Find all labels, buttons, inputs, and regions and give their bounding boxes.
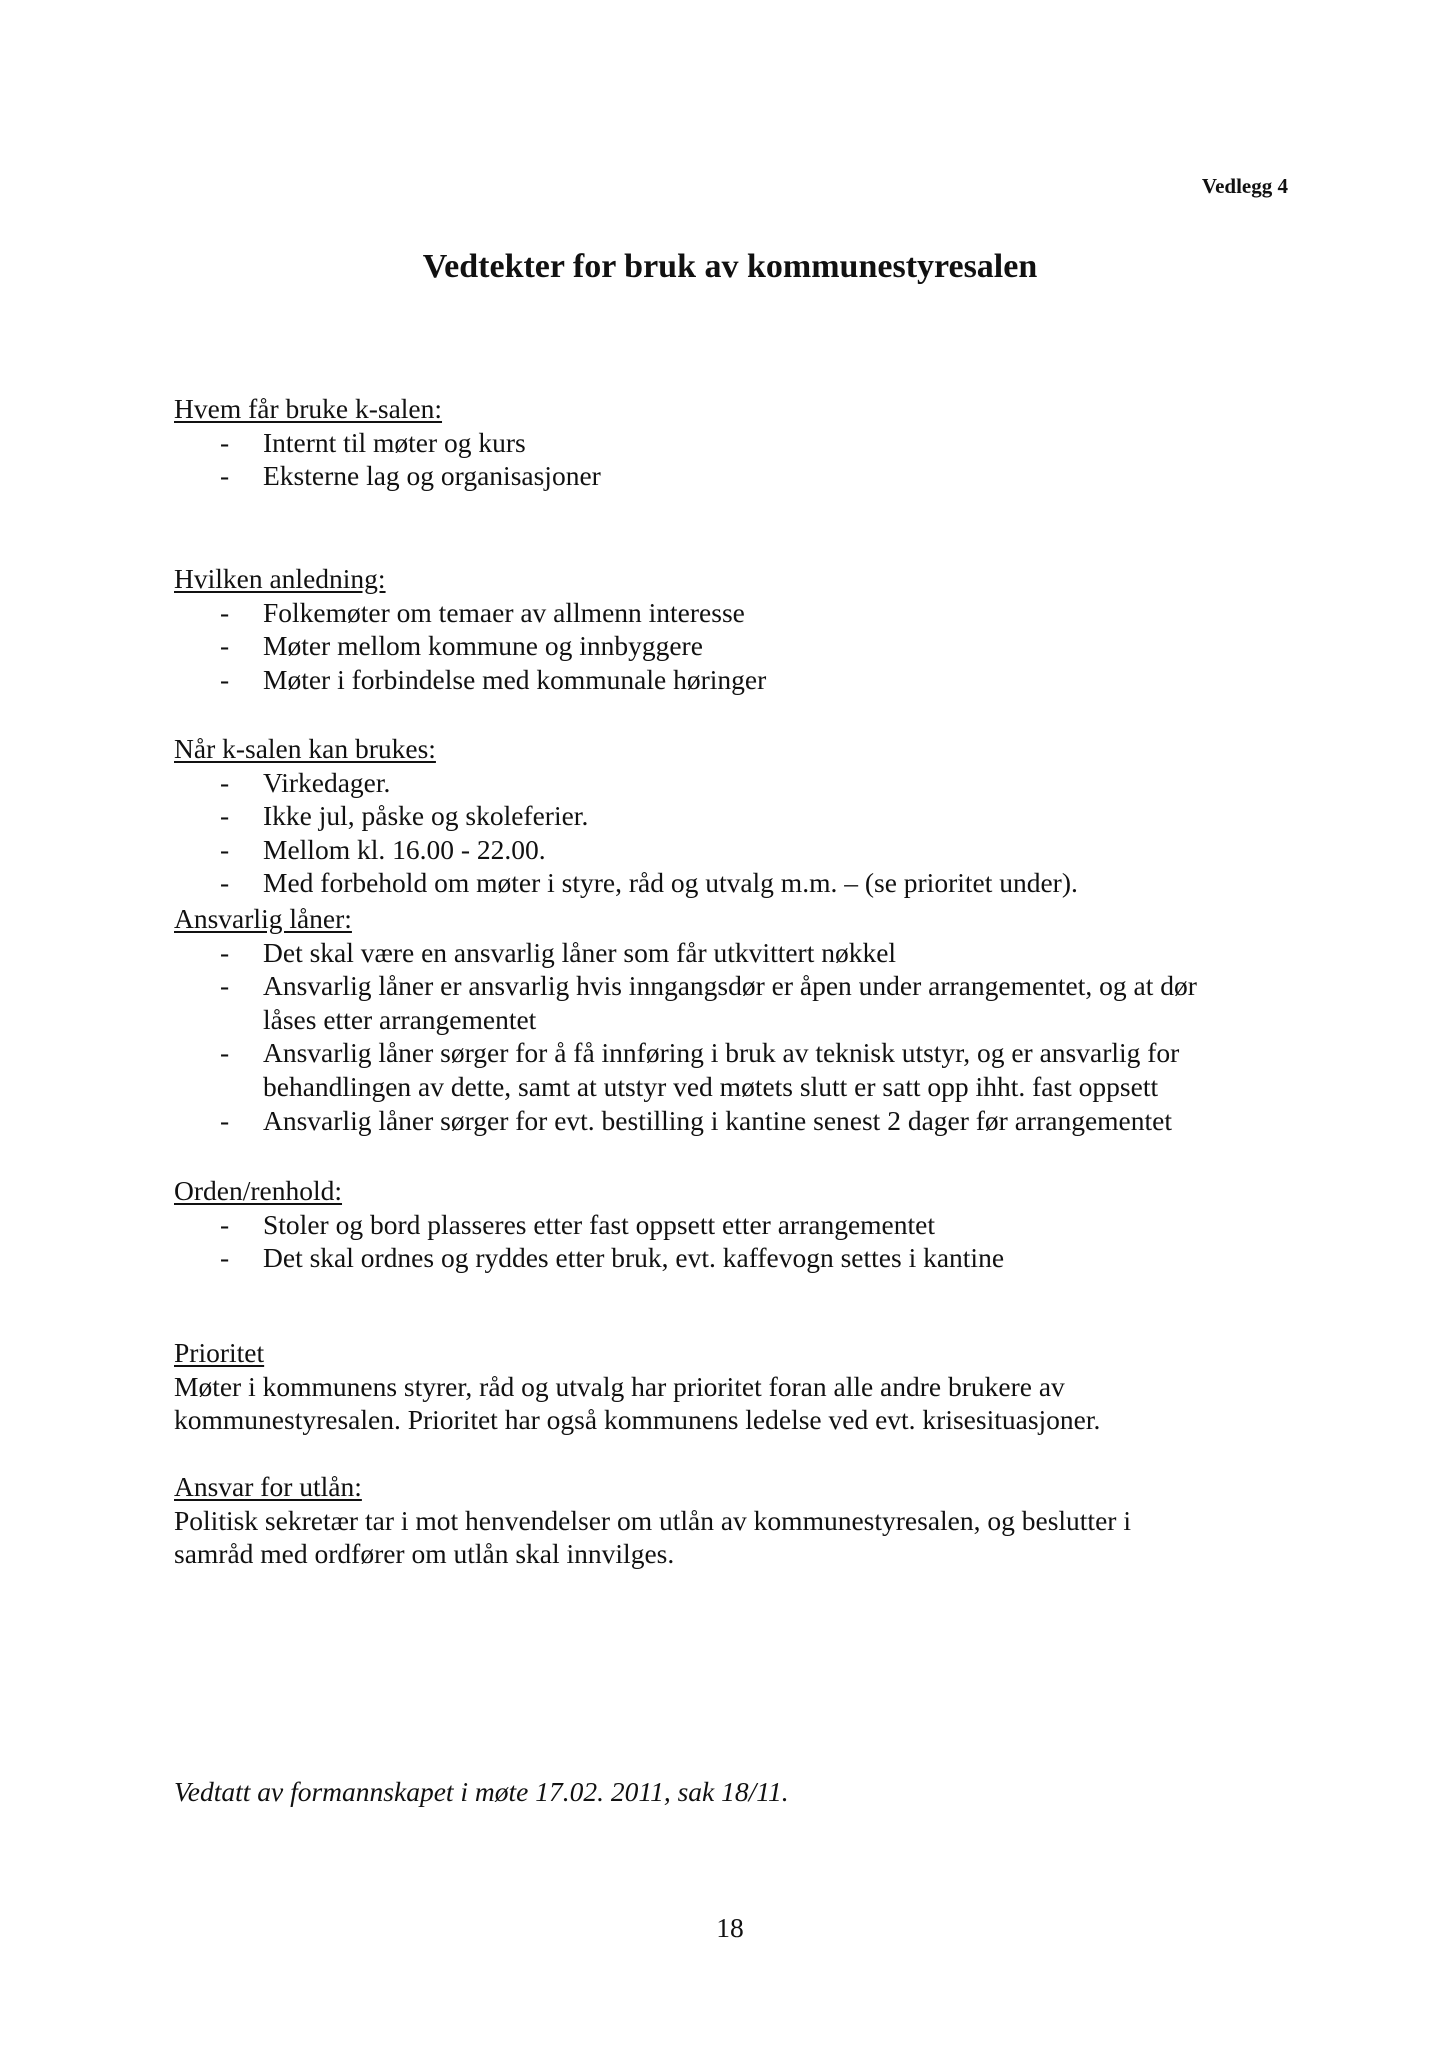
bullet-list bbox=[174, 766, 1314, 900]
list-item bbox=[174, 459, 1314, 493]
list-item-text: Internt til møter og kurs bbox=[263, 426, 526, 458]
dash-bullet-icon: - bbox=[220, 766, 230, 798]
list-item-text: Møter mellom kommune og innbyggere bbox=[263, 630, 703, 662]
dash-bullet-icon: - bbox=[220, 663, 230, 695]
dash-bullet-icon: - bbox=[220, 936, 230, 968]
dash-bullet-icon: - bbox=[220, 867, 230, 899]
list-item bbox=[174, 596, 1314, 630]
list-item bbox=[174, 629, 1314, 663]
list-item-text: låses etter arrangementet bbox=[263, 1003, 537, 1035]
paragraph-line: samråd med ordfører om utlån skal innvilges. bbox=[174, 1538, 675, 1570]
list-item-text: Folkemøter om temaer av allmenn interesse bbox=[263, 596, 745, 628]
list-item bbox=[174, 766, 1314, 800]
dash-bullet-icon: - bbox=[220, 596, 230, 628]
paragraph-line: Politisk sekretær tar i mot henvendelser om utlån av kommunestyresalen, og beslutter i bbox=[174, 1504, 1131, 1536]
dash-bullet-icon: - bbox=[220, 833, 230, 865]
list-item bbox=[174, 1104, 1314, 1138]
section-heading: Når k-salen kan brukes: bbox=[174, 733, 436, 764]
list-item bbox=[174, 663, 1314, 697]
list-item bbox=[174, 1036, 1314, 1103]
list-item bbox=[174, 1208, 1314, 1242]
list-item-text: behandlingen av dette, samt at utstyr ved møtets slutt er satt opp ihht. fast oppsett bbox=[263, 1070, 1159, 1102]
dash-bullet-icon: - bbox=[220, 1037, 230, 1069]
dash-bullet-icon: - bbox=[220, 1104, 230, 1136]
list-item-text: Ansvarlig låner sørger for evt. bestilling i kantine senest 2 dager før arrangementet bbox=[263, 1104, 1172, 1136]
list-item-text: Møter i forbindelse med kommunale høringer bbox=[263, 663, 767, 695]
list-item bbox=[174, 866, 1314, 900]
list-item bbox=[174, 936, 1314, 970]
list-item bbox=[174, 426, 1314, 460]
bullet-list bbox=[174, 426, 1314, 493]
section bbox=[174, 392, 1314, 493]
section-ansvar bbox=[174, 1470, 1314, 1571]
dash-bullet-icon: - bbox=[220, 426, 230, 458]
section bbox=[174, 562, 1314, 696]
section-prioritet bbox=[174, 1336, 1314, 1437]
bullet-list bbox=[174, 596, 1314, 697]
page-number: 18 bbox=[716, 1912, 744, 1943]
list-item-text: Ikke jul, påske og skoleferier. bbox=[263, 800, 589, 832]
section bbox=[174, 1174, 1314, 1275]
dash-bullet-icon: - bbox=[220, 800, 230, 832]
list-item-text: Ansvarlig låner er ansvarlig hvis inngangsdør er åpen under arrangementet, og at dør bbox=[263, 970, 1197, 1002]
dash-bullet-icon: - bbox=[220, 970, 230, 1002]
dash-bullet-icon: - bbox=[220, 630, 230, 662]
paragraph-line: kommunestyresalen. Prioritet har også kommunens ledelse ved evt. krisesituasjoner. bbox=[174, 1404, 1101, 1436]
list-item bbox=[174, 799, 1314, 833]
bullet-list bbox=[174, 1208, 1314, 1275]
section-heading: Hvem får bruke k-salen: bbox=[174, 393, 443, 424]
dash-bullet-icon: - bbox=[220, 460, 230, 492]
adoption-note: Vedtatt av formannskapet i møte 17.02. 2011, sak 18/11. bbox=[174, 1776, 789, 1807]
list-item-text: Med forbehold om møter i styre, råd og utvalg m.m. – (se prioritet under). bbox=[263, 867, 1078, 899]
list-item bbox=[174, 1241, 1314, 1275]
bullet-list bbox=[174, 936, 1314, 1138]
list-item-text: Mellom kl. 16.00 - 22.00. bbox=[263, 833, 546, 865]
list-item-text: Eksterne lag og organisasjoner bbox=[263, 460, 601, 492]
list-item-text: Stoler og bord plasseres etter fast oppsett etter arrangementet bbox=[263, 1208, 935, 1240]
section bbox=[174, 902, 1314, 1137]
list-item-text: Det skal ordnes og ryddes etter bruk, evt. kaffevogn settes i kantine bbox=[263, 1242, 1005, 1274]
dash-bullet-icon: - bbox=[220, 1242, 230, 1274]
paragraph-line: Møter i kommunens styrer, råd og utvalg har prioritet foran alle andre brukere av bbox=[174, 1370, 1065, 1402]
section-heading: Ansvar for utlån: bbox=[174, 1471, 362, 1502]
section-heading: Hvilken anledning: bbox=[174, 563, 386, 594]
list-item-text: Ansvarlig låner sørger for å få innføring i bruk av teknisk utstyr, og er ansvarlig for bbox=[263, 1037, 1180, 1069]
list-item bbox=[174, 969, 1314, 1036]
list-item bbox=[174, 833, 1314, 867]
page-title: Vedtekter for bruk av kommunestyresalen bbox=[422, 248, 1038, 285]
section-heading: Ansvarlig låner: bbox=[174, 903, 352, 934]
list-item-text: Virkedager. bbox=[263, 766, 391, 798]
dash-bullet-icon: - bbox=[220, 1208, 230, 1240]
annex-label: Vedlegg 4 bbox=[1201, 174, 1288, 198]
list-item-text: Det skal være en ansvarlig låner som får utkvittert nøkkel bbox=[263, 936, 897, 968]
section bbox=[174, 732, 1314, 900]
section-heading: Prioritet bbox=[174, 1337, 265, 1368]
section-heading: Orden/renhold: bbox=[174, 1175, 343, 1206]
